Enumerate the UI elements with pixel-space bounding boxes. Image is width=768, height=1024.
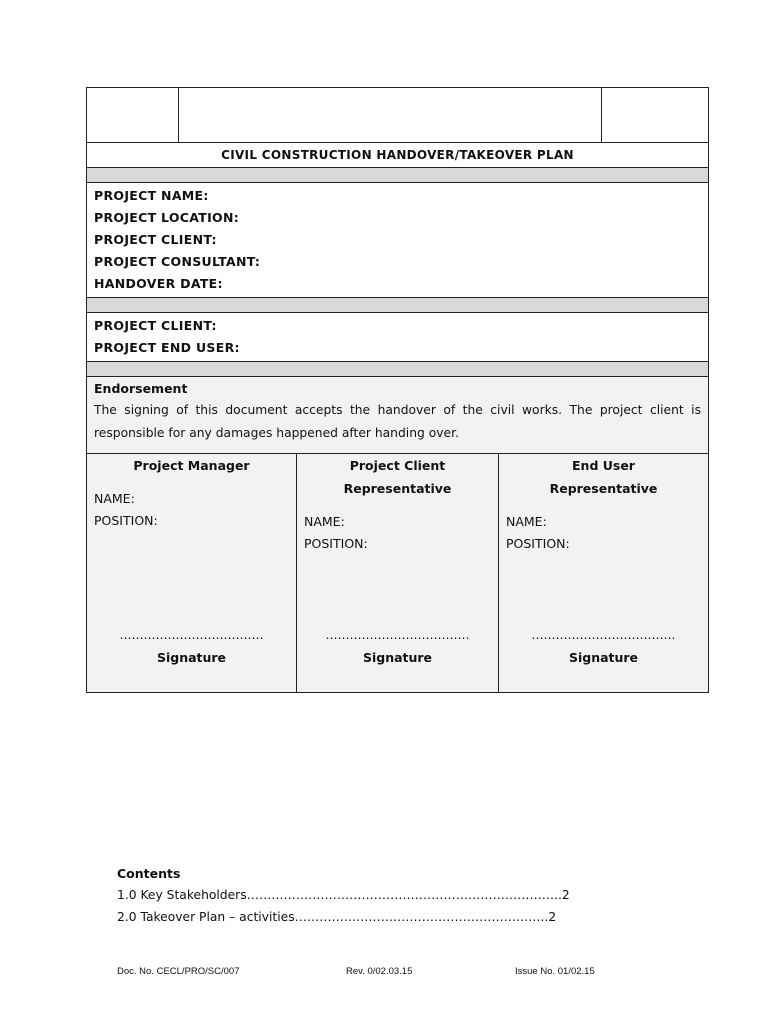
signature-label: Signature bbox=[568, 650, 639, 665]
form-title: CIVIL CONSTRUCTION HANDOVER/TAKEOVER PLAN bbox=[87, 143, 708, 168]
footer-revision: Rev. 0/02.03.15 bbox=[346, 966, 413, 977]
position-label: POSITION: bbox=[506, 536, 570, 551]
signatory-end-user bbox=[499, 454, 708, 692]
signature-label: Signature bbox=[362, 650, 433, 665]
signatory-heading: Project Manager bbox=[133, 458, 250, 473]
project-fields bbox=[87, 183, 708, 298]
name-label: NAME: bbox=[506, 514, 547, 529]
client-fields bbox=[87, 313, 708, 362]
signature-label: Signature bbox=[156, 650, 227, 665]
field-project-end-user: PROJECT END USER: bbox=[94, 340, 240, 355]
footer-doc-no: Doc. No. CECL/PRO/SC/007 bbox=[117, 966, 240, 977]
contents-title: Contents bbox=[117, 866, 181, 881]
header-logo-cell bbox=[87, 88, 179, 142]
toc-item[interactable]: 2.0 Takeover Plan – activities……………………………………………………..2 bbox=[117, 910, 557, 924]
signature-table bbox=[87, 454, 708, 692]
field-project-client-2: PROJECT CLIENT: bbox=[94, 318, 217, 333]
signature-line: ……………………………… bbox=[119, 628, 264, 642]
position-label: POSITION: bbox=[304, 536, 368, 551]
signatory-heading: End User bbox=[572, 458, 635, 473]
field-project-consultant: PROJECT CONSULTANT: bbox=[94, 254, 261, 269]
field-handover-date: HANDOVER DATE: bbox=[94, 276, 223, 291]
table-of-contents bbox=[117, 864, 570, 928]
field-project-name: PROJECT NAME: bbox=[94, 188, 209, 203]
header-row bbox=[87, 88, 708, 143]
name-label: NAME: bbox=[304, 514, 345, 529]
signature-line: ……………………………… bbox=[531, 628, 676, 642]
endorsement-title: Endorsement bbox=[94, 381, 188, 396]
signatory-heading: Project Client bbox=[349, 458, 446, 473]
name-label: NAME: bbox=[94, 491, 135, 506]
divider-bar bbox=[87, 168, 708, 183]
endorsement-section bbox=[87, 377, 708, 454]
field-project-client: PROJECT CLIENT: bbox=[94, 232, 217, 247]
signatory-heading-2: Representative bbox=[343, 481, 452, 496]
toc-item[interactable]: 1.0 Key Stakeholders…………………………………………………………………..2 bbox=[117, 888, 570, 902]
footer-issue: Issue No. 01/02.15 bbox=[515, 966, 595, 977]
position-label: POSITION: bbox=[94, 513, 158, 528]
handover-form bbox=[86, 87, 709, 693]
signatory-project-manager bbox=[87, 454, 297, 692]
field-project-location: PROJECT LOCATION: bbox=[94, 210, 240, 225]
signatory-heading-2: Representative bbox=[549, 481, 658, 496]
divider-bar bbox=[87, 362, 708, 377]
signatory-project-client bbox=[297, 454, 499, 692]
divider-bar bbox=[87, 298, 708, 313]
signature-line: ……………………………… bbox=[325, 628, 470, 642]
header-ref-cell bbox=[602, 88, 708, 142]
endorsement-text: The signing of this document accepts the handover of the civil works. The project client is responsible for any damages happened after handing over. bbox=[94, 403, 701, 440]
header-title-cell bbox=[179, 88, 602, 142]
